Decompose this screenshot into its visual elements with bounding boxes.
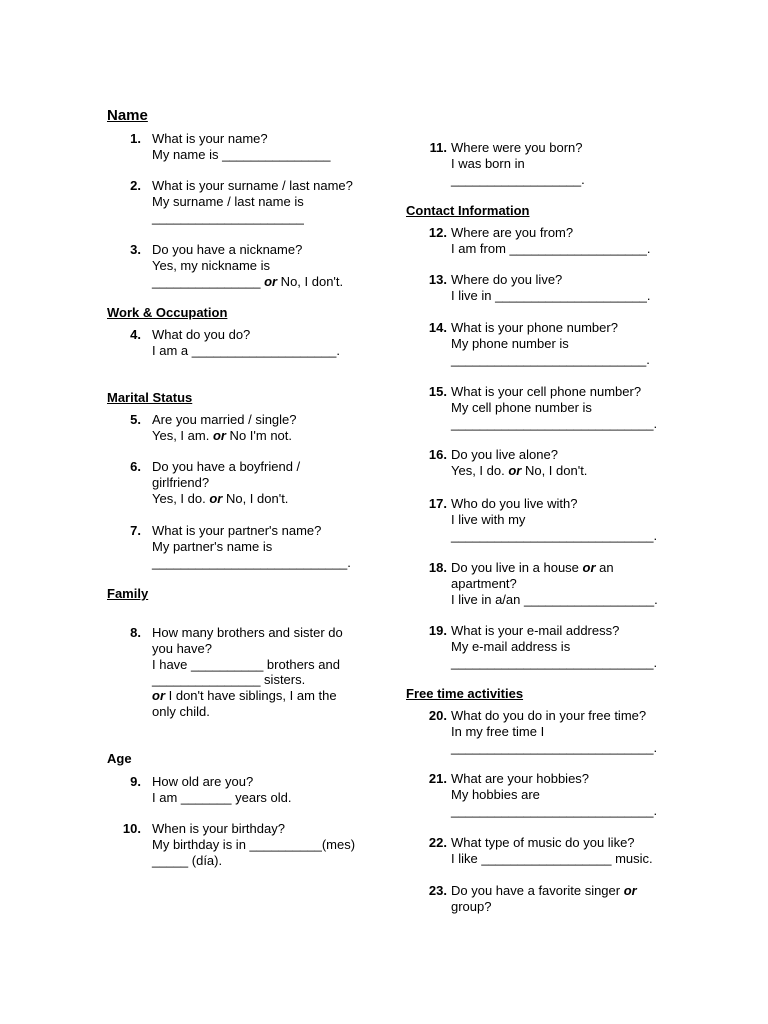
answer-template: _______________ or No, I don't.: [152, 273, 344, 289]
section-heading-name: Name: [107, 107, 148, 124]
question-number: 3.: [130, 242, 141, 257]
question-text: What is your cell phone number?: [451, 384, 642, 399]
or-emphasis: or: [623, 883, 637, 898]
answer-blank: ____________________________.: [451, 739, 658, 755]
question-text: When is your birthday?: [152, 821, 285, 836]
question-number: 16.: [428, 447, 447, 462]
or-emphasis: or: [264, 273, 278, 289]
question-number: 19.: [428, 623, 447, 638]
answer-template: Yes, I do. or No, I don't.: [152, 490, 289, 506]
question-text: What are your hobbies?: [451, 771, 590, 786]
question-number: 1.: [130, 131, 141, 146]
question-number: 6.: [130, 459, 141, 474]
question-number: 12.: [428, 225, 447, 240]
or-emphasis: or: [209, 490, 223, 506]
question-text: What is your name?: [152, 131, 268, 146]
answer-template: I have __________ brothers and: [152, 656, 340, 672]
or-emphasis: or: [152, 688, 165, 704]
question-number: 21.: [428, 771, 447, 786]
answer-template: I am from ___________________.: [451, 240, 651, 256]
or-emphasis: or: [212, 427, 226, 443]
section-heading-marital: Marital Status: [107, 390, 193, 405]
answer-template: My phone number is: [451, 335, 569, 351]
question-text: apartment?: [451, 575, 517, 591]
question-text: What is your phone number?: [451, 320, 618, 335]
answer-template: _______________ sisters.: [152, 672, 306, 688]
question-text: What type of music do you like?: [451, 835, 635, 850]
answer-blank: __________________.: [451, 171, 585, 187]
question-text: Where do you live?: [451, 272, 563, 287]
question-number: 14.: [428, 320, 447, 335]
answer-template: I live in a/an __________________.: [451, 591, 658, 607]
section-heading-family: Family: [107, 586, 149, 601]
answer-template: Yes, I do. or No, I don't.: [451, 462, 588, 478]
question-number: 10.: [122, 821, 141, 836]
answer-template: or I don't have siblings, I am the: [152, 688, 337, 704]
question-text: Where are you from?: [451, 225, 574, 240]
answer-template: My name is _______________: [152, 146, 331, 162]
question-number: 5.: [130, 412, 141, 427]
or-emphasis: or: [582, 560, 596, 575]
answer-template: My cell phone number is: [451, 399, 592, 415]
question-number: 17.: [428, 496, 447, 511]
section-heading-contact: Contact Information: [406, 203, 530, 218]
answer-template: Yes, my nickname is: [152, 257, 271, 273]
section-heading-work: Work & Occupation: [107, 305, 228, 320]
question-text: What is your surname / last name?: [152, 178, 353, 193]
answer-blank: ____________________________.: [451, 654, 658, 670]
section-heading-age: Age: [107, 751, 132, 766]
question-number: 2.: [130, 178, 141, 193]
question-number: 15.: [428, 384, 447, 399]
answer-blank: _____________________: [152, 209, 304, 225]
question-number: 20.: [428, 708, 447, 723]
answer-blank: ____________________________.: [451, 802, 658, 818]
question-text: What do you do in your free time?: [451, 708, 647, 723]
answer-template: I am a ____________________.: [152, 342, 340, 358]
question-text: How many brothers and sister do: [152, 625, 343, 640]
answer-blank: ____________________________.: [451, 415, 658, 431]
question-number: 23.: [428, 883, 447, 898]
answer-template: My hobbies are: [451, 786, 540, 802]
answer-template: In my free time I: [451, 723, 545, 739]
question-text: Do you have a boyfriend /: [152, 459, 301, 474]
question-text: What is your e-mail address?: [451, 623, 620, 638]
answer-template: Yes, I am. or No I'm not.: [152, 427, 292, 443]
answer-template: _____ (día).: [152, 852, 223, 868]
question-text: Do you have a nickname?: [152, 242, 303, 257]
answer-blank: ____________________________.: [451, 527, 658, 543]
question-text: Do you live alone?: [451, 447, 558, 462]
answer-template: My birthday is in __________(mes): [152, 836, 356, 852]
question-text: girlfriend?: [152, 474, 210, 490]
question-text: Are you married / single?: [152, 412, 297, 427]
question-number: 4.: [130, 327, 141, 342]
answer-blank: ___________________________.: [451, 351, 650, 367]
answer-template: I was born in: [451, 155, 525, 171]
answer-template: My surname / last name is: [152, 193, 304, 209]
answer-template: My partner's name is: [152, 538, 273, 554]
question-number: 11.: [429, 140, 447, 155]
answer-template: I am _______ years old.: [152, 789, 292, 805]
question-number: 22.: [428, 835, 447, 850]
question-text: What is your partner's name?: [152, 523, 322, 538]
question-number: 9.: [130, 774, 141, 789]
question-text: What do you do?: [152, 327, 251, 342]
question-text: Who do you live with?: [451, 496, 578, 511]
answer-blank: ___________________________.: [152, 554, 351, 570]
answer-template: I live with my: [451, 511, 526, 527]
question-number: 18.: [428, 560, 447, 575]
answer-template: My e-mail address is: [451, 638, 571, 654]
question-number: 8.: [130, 625, 141, 640]
or-emphasis: or: [508, 462, 522, 478]
question-text: Do you have a favorite singer or: [451, 883, 637, 898]
section-heading-free-time: Free time activities: [406, 686, 524, 701]
question-number: 7.: [130, 523, 141, 538]
question-text: Do you live in a house or an: [451, 560, 614, 575]
question-text: How old are you?: [152, 774, 254, 789]
answer-template: I like __________________ music.: [451, 850, 653, 866]
question-text: Where were you born?: [451, 140, 583, 155]
question-number: 13.: [428, 272, 447, 287]
answer-template: I live in _____________________.: [451, 287, 651, 303]
question-text: you have?: [152, 640, 212, 656]
answer-template: only child.: [152, 703, 210, 719]
question-text: group?: [451, 898, 492, 914]
